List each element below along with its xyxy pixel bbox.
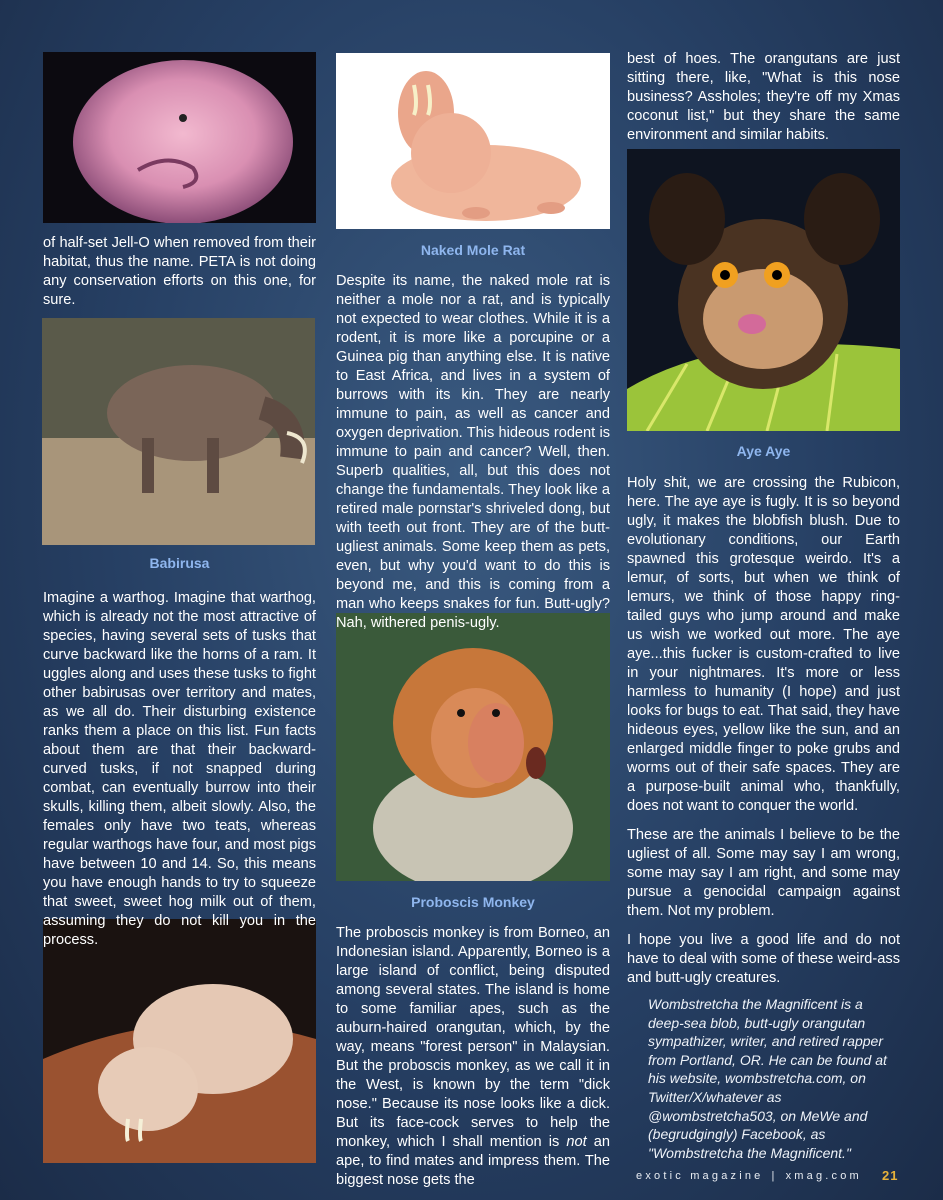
proboscis-text-part-1: The proboscis monkey is from Borneo, an Indonesian island. Apparently, Borneo is a large island of conflict, being disputed among several states. The island is home to some familiar apes, such as the auburn-haired orangutan, which, by the way, means "forest person" in Malaysian. But the proboscis monkey, as we call it in the West, is known by the term "dick nose." Because its nose looks like a dick. But its face-cock serves to help the monkey, which I shall mention is <box>336 925 610 1150</box>
proboscis-monkey-photo <box>336 613 610 881</box>
orangutan-continuation-text: best of hoes. The orangutans are just sitting there, like, "What is this nose business? Assholes; they're off my Xmas coconut list," but they share the same environment and similar habits. <box>627 51 900 143</box>
proboscis-text-part-2: an ape, to find mates and impress them. The biggest nose gets the <box>336 1134 610 1188</box>
column-3-bottom <box>627 474 900 988</box>
babirusa-caption: Babirusa <box>149 555 210 571</box>
proboscis-text-emphasis: not <box>566 1134 587 1150</box>
magazine-name: exotic magazine <box>636 1170 764 1182</box>
closing-text: I hope you live a good life and do not have to deal with some of these weird-ass and butt-ugly creatures. <box>627 932 900 986</box>
author-bio: Wombstretcha the Magnificent is a deep-sea blob, butt-ugly orangutan sympathizer, writer, and retired rapper from Portland, OR. He can be found at his website, wombstretcha.com, on Twitter/X/whatever as @wombstretcha503, on MeWe and (begrudgingly) Facebook, as "Wombstretcha the Magnificent." <box>648 996 887 1161</box>
footer-separator: | <box>771 1170 778 1182</box>
column-2-bottom <box>336 924 610 1190</box>
column-2-top <box>336 272 610 633</box>
blobfish-text: of half-set Jell-O when removed from their habitat, thus the name. PETA is not doing any conservation efforts on this one, for sure. <box>43 235 316 308</box>
aye-aye-caption: Aye Aye <box>736 443 791 459</box>
naked-mole-rat-photo-2 <box>43 919 316 1163</box>
column-1-top <box>43 234 316 310</box>
naked-mole-rat-photo-1 <box>336 53 610 229</box>
naked-mole-rat-text: Despite its name, the naked mole rat is neither a mole nor a rat, and is typically not expected to wear clothes. While it is a rodent, it is more like a porcupine or a Guinea pig than anything else. It is native to East Africa, and lives in a system of burrows with its kin. They are nearly immune to pain, as well as cancer and oxygen deprivation. This hideous rodent is immune to pain and cancer? Well, then. Superb qualities, all, but this does not change the fundamentals. They look like a retired male pornstar's shriveled dong, but with teeth out front. They are of the butt-ugliest animals. Some keep them as pets, even, but why you'd want to do this is beyond me, and this is coming from a man who keeps snakes for fun. Butt-ugly? Nah, withered penis-ugly. <box>336 273 610 631</box>
column-3-top <box>627 50 900 145</box>
aye-aye-text: Holy shit, we are crossing the Rubicon, here. The aye aye is fugly. It is so beyond ugly, it makes the blobfish blush. Due to evolutionary conditions, our Earth spawned this grotesque weirdo. It's a lemur, of sorts, but when we think of lemurs, we think of those happy ring-tailed guys who jump around and make us wish we worked out more. The aye aye...this fucker is custom-crafted to live in your nightmares. It's more or less harmless to humanity (I hope) and just looks for bugs to eat. That said, they have hideous eyes, yellow like the sun, and an enlarged middle finger to poke grubs and worms out of their safe spaces. They are a purpose-built animal who, thankfully, does not want to conquer the world. <box>627 475 900 814</box>
naked-mole-rat-caption: Naked Mole Rat <box>420 242 526 258</box>
babirusa-photo <box>42 318 315 545</box>
page-footer <box>636 1168 899 1183</box>
page-number: 21 <box>882 1168 899 1183</box>
babirusa-text: Imagine a warthog. Imagine that warthog, which is already not the most attractive of species, having several sets of tusks that curve backward like the horns of a ram. It uggles along and uses these tusks to fight other babirusas over territory and mates, as we all do. Their disturbing existence ranks them a place on this list. Fun facts about them are that their backward-curved tusks, if not snapped during combat, can eventually burrow into their skulls, killing them, albeit slowly. Also, the females only have two teats, whereas regular warthogs have four, and most pigs have between 10 and 14. So, this means you have enough hands to try to squeeze that sweet, sweet hog milk out of them, assuming they do not kill you in the process. <box>43 590 316 948</box>
proboscis-monkey-caption: Proboscis Monkey <box>411 894 535 910</box>
conclusion-text: These are the animals I believe to be the ugliest of all. Some may say I am wrong, some may say I am right, and some may pursue a genocidal campaign against them. Not my problem. <box>627 827 900 919</box>
proboscis-monkey-text <box>336 924 610 1190</box>
website-url: xmag.com <box>785 1170 862 1182</box>
column-1-bottom <box>43 589 316 950</box>
aye-aye-photo <box>627 149 900 431</box>
blobfish-photo <box>43 52 316 223</box>
